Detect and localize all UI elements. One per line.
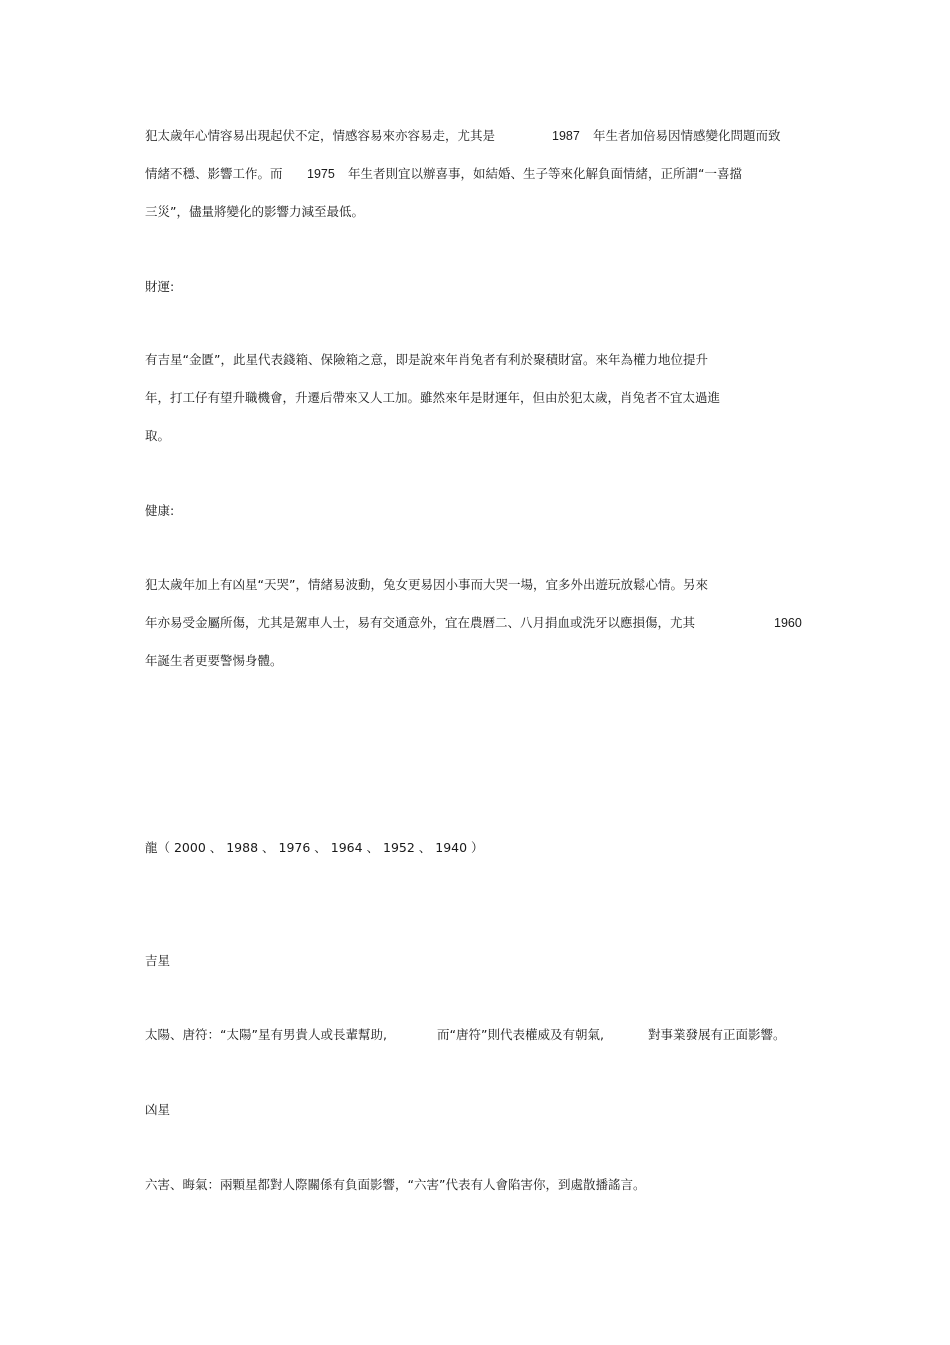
dragon-title: 龍（ 2000 、 1988 、 1976 、 1964 、 1952 、 1940 ） (145, 840, 484, 855)
unlucky-stars-heading: 凶星 (145, 1102, 171, 1117)
lucky-stars-text-2: 而“唐符”則代表權威及有朝氣, (437, 1027, 604, 1042)
year-1960: 1960 (774, 616, 802, 630)
year-1975: 1975 (307, 167, 335, 181)
wealth-line-3: 取。 (145, 428, 171, 443)
intro-line-1-text: 犯太歲年心情容易出現起伏不定，情感容易來亦容易走，尤其是 (145, 128, 496, 143)
lucky-stars-heading: 吉星 (145, 953, 171, 968)
lucky-stars-text: 太陽、唐符：“太陽”星有男貴人或長輩幫助, (145, 1027, 387, 1042)
wealth-line-1: 有吉星“金匱”，此星代表錢箱、保險箱之意，即是說來年肖兔者有利於聚積財富。來年為權力地位提升 (145, 352, 708, 367)
wealth-heading: 財運: (145, 279, 175, 294)
health-heading: 健康: (145, 503, 175, 518)
health-line-2-text: 年亦易受金屬所傷，尤其是駕車人士，易有交通意外，宜在農曆二、八月捐血或洗牙以應損傷，尤其 (145, 615, 696, 630)
lucky-stars-text-3: 對事業發展有正面影響。 (648, 1027, 786, 1042)
intro-line-3: 三災”，儘量將變化的影響力減至最低。 (145, 204, 364, 219)
wealth-line-2: 年，打工仔有望升職機會，升遷后帶來又人工加。雖然來年是財運年，但由於犯太歲，肖兔者不宜太過進 (145, 390, 721, 405)
intro-line-2 (145, 166, 825, 182)
intro-line-2-tail: 年生者則宜以辦喜事，如結婚、生子等來化解負面情緒，正所謂“一喜擋 (348, 166, 742, 181)
unlucky-stars-line: 六害、晦氣：兩顆星都對人際關係有負面影響，“六害”代表有人會陷害你，到處散播謠言。 (145, 1177, 646, 1192)
year-1987: 1987 (552, 129, 580, 143)
intro-line-2-text: 情緒不穩、影響工作。而 (145, 166, 283, 181)
health-line-1: 犯太歲年加上有凶星“天哭”，情緒易波動，兔女更易因小事而大哭一場，宜多外出遊玩放鬆心情。另來 (145, 577, 708, 592)
health-line-3: 年誕生者更要警惕身體。 (145, 653, 283, 668)
lucky-stars-line (145, 1027, 825, 1043)
intro-line-1 (145, 128, 825, 144)
intro-line-1-tail: 年生者加倍易因情感變化問題而致 (593, 128, 781, 143)
health-line-2 (145, 615, 825, 631)
